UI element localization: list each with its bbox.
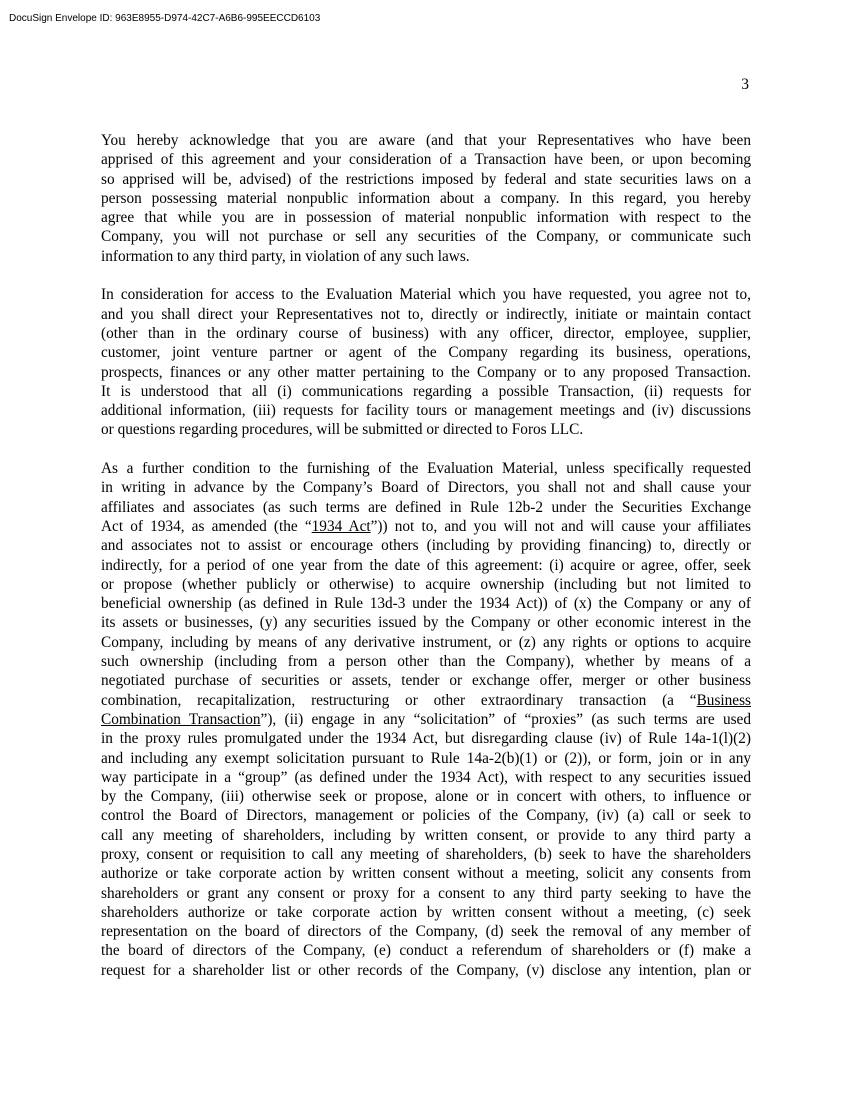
text-line: call any meeting of shareholders, including by written consent, or provide to any third party a	[101, 826, 751, 844]
text-segment: Act of 1934, as amended (the “	[101, 517, 312, 535]
defined-term-combination-transaction: Combination Transaction	[101, 710, 261, 728]
text-line: Company, including by means of any derivative instrument, or (z) any rights or options to acquire	[101, 633, 751, 651]
document-body	[101, 131, 751, 999]
text-line: (other than in the ordinary course of business) with any officer, director, employee, supplier,	[101, 324, 751, 342]
text-segment: ”)) not to, and you will not and will cause your affiliates	[370, 517, 751, 535]
text-segment: ”), (ii) engage in any “solicitation” of “proxies” (as such terms are used	[260, 710, 751, 728]
text-line	[101, 517, 751, 536]
text-line: representation on the board of directors of the Company, (d) seek the removal of any member of	[101, 923, 751, 941]
text-line: customer, joint venture partner or agent of the Company regarding its business, operations,	[101, 344, 751, 362]
text-segment: combination, recapitalization, restructuring or other extraordinary transaction (a “	[101, 691, 697, 709]
text-line: indirectly, for a period of one year from the date of this agreement: (i) acquire or agree, offer, seek	[101, 556, 751, 574]
text-line: prospects, finances or any other matter pertaining to the Company or to any proposed Transaction.	[101, 363, 751, 381]
text-line: way participate in a “group” (as defined under the 1934 Act), with respect to any securities issued	[101, 768, 751, 786]
text-line: in the proxy rules promulgated under the 1934 Act, but disregarding clause (iv) of Rule 14a-1(l)(2)	[101, 730, 751, 748]
text-line: and including any exempt solicitation pursuant to Rule 14a-2(b)(1) or (2)), or form, join or in any	[101, 749, 751, 767]
text-line: such ownership (including from a person other than the Company), whether by means of a	[101, 653, 751, 671]
text-line: shareholders authorize or take corporate action by written consent without a meeting, (c) seek	[101, 903, 751, 921]
text-line: beneficial ownership (as defined in Rule 13d-3 under the 1934 Act)) of (x) the Company or any of	[101, 595, 751, 613]
text-line: the board of directors of the Company, (e) conduct a referendum of shareholders or (f) make a	[101, 942, 751, 960]
paragraph-no-contact	[101, 285, 751, 439]
text-line	[101, 710, 751, 729]
text-line: in writing in advance by the Company’s Board of Directors, you shall not and shall cause your	[101, 479, 751, 497]
text-line: or questions regarding procedures, will be submitted or directed to Foros LLC.	[101, 421, 584, 439]
text-line: and you shall direct your Representatives not to, directly or indirectly, initiate or maintain contact	[101, 305, 751, 323]
text-line: proxy, consent or requisition to call any meeting of shareholders, (b) seek to have the shareholders	[101, 845, 751, 863]
text-line: agree that while you are in possession of material nonpublic information with respect to the	[101, 209, 751, 227]
text-line: control the Board of Directors, management or policies of the Company, (iv) (a) call or seek to	[101, 807, 751, 825]
paragraph-standstill	[101, 459, 751, 980]
text-line: apprised of this agreement and your consideration of a Transaction have been, or upon becoming	[101, 151, 751, 169]
text-line: shareholders or grant any consent or proxy for a consent to any third party seeking to have the	[101, 884, 751, 902]
text-line: and associates not to assist or encourage others (including by providing financing) to, directly or	[101, 537, 751, 555]
text-line: In consideration for access to the Evaluation Material which you have requested, you agree not to,	[101, 286, 751, 304]
text-line: You hereby acknowledge that you are aware (and that your Representatives who have been	[101, 132, 751, 149]
text-line: or propose (whether publicly or otherwise) to acquire ownership (including but not limited to	[101, 575, 751, 593]
paragraph-insider-trading	[101, 131, 751, 266]
text-line: so apprised will be, advised) of the restrictions imposed by federal and state securities laws on a	[101, 170, 751, 188]
text-line: additional information, (iii) requests for facility tours or management meetings and (iv) discussions	[101, 402, 751, 420]
defined-term-business: Business	[696, 691, 751, 709]
text-line: by the Company, (iii) otherwise seek or propose, alone or in concert with others, to influence or	[101, 788, 751, 806]
text-line: authorize or take corporate action by written consent without a meeting, solicit any consents from	[101, 865, 751, 883]
text-line: negotiated purchase of securities or assets, tender or exchange offer, merger or other business	[101, 672, 751, 690]
docusign-envelope-id: DocuSign Envelope ID: 963E8955-D974-42C7-A6B6-995EECCD6103	[9, 13, 321, 24]
text-line: It is understood that all (i) communications regarding a possible Transaction, (ii) requests for	[101, 382, 751, 400]
text-line: person possessing material nonpublic information about a company. In this regard, you hereby	[101, 189, 751, 207]
text-line: affiliates and associates (as such terms are defined in Rule 12b-2 under the Securities Exchange	[101, 498, 751, 516]
page-number: 3	[741, 76, 749, 93]
text-line	[101, 691, 751, 710]
defined-term-1934-act: 1934 Act	[311, 517, 371, 535]
text-line: As a further condition to the furnishing of the Evaluation Material, unless specifically requested	[101, 460, 751, 478]
text-line: Company, you will not purchase or sell any securities of the Company, or communicate such	[101, 228, 751, 246]
text-line: request for a shareholder list or other records of the Company, (v) disclose any intention, plan or	[101, 961, 751, 979]
text-line: information to any third party, in violation of any such laws.	[101, 247, 470, 265]
text-line: its assets or businesses, (y) any securities issued by the Company or other economic interest in the	[101, 614, 751, 632]
